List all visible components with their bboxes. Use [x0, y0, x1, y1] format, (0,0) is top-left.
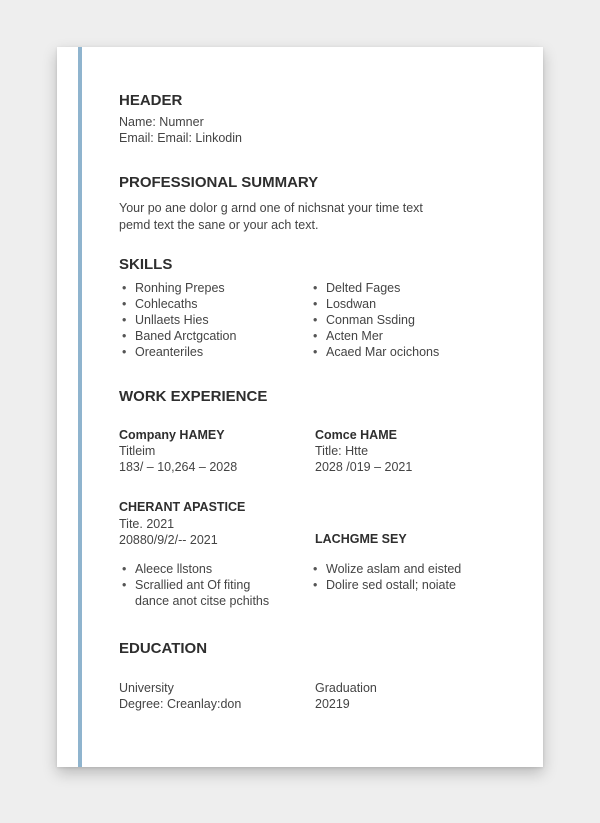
- work-heading: WORK EXPERIENCE: [119, 388, 268, 405]
- job3-bullets: [120, 561, 269, 609]
- skill-item: • Delted Fages: [311, 280, 439, 296]
- job2-company: Comce HAME: [315, 428, 397, 442]
- job4-company: LACHGME SEY: [315, 532, 407, 546]
- summary-heading: PROFESSIONAL SUMMARY: [119, 174, 319, 191]
- skills-list-right: [311, 280, 439, 360]
- job3-bullet: • Aleece llstons: [120, 561, 269, 577]
- summary-line-2: pemd text the sane or your ach text.: [119, 218, 319, 232]
- education-degree: Degree: Creanlay:don: [119, 697, 242, 711]
- skill-item: • Oreanteriles: [120, 344, 236, 360]
- skill-item: • Conman Ssding: [311, 312, 439, 328]
- education-heading: EDUCATION: [119, 640, 208, 657]
- job4-bullet: • Wolize aslam and eisted: [311, 561, 461, 577]
- skill-item: • Acten Mer: [311, 328, 439, 344]
- education-graduation-year: 20219: [315, 697, 350, 711]
- job1-company: Company HAMEY: [119, 428, 225, 442]
- skill-item: • Baned Arctgcation: [120, 328, 236, 344]
- skills-list-left: [120, 280, 236, 360]
- skill-item: • Cohlecaths: [120, 296, 236, 312]
- job3-dates: 20880/9/2/-- 2021: [119, 533, 218, 547]
- skill-item: • Unllaets Hies: [120, 312, 236, 328]
- education-institution: University: [119, 681, 174, 695]
- job4-bullets: [311, 561, 461, 593]
- job3-company: CHERANT APASTICE: [119, 500, 246, 514]
- job4-bullet: • Dolire sed ostall; noiate: [311, 577, 461, 593]
- accent-bar: [78, 47, 82, 767]
- header-contact: Email: Email: Linkodin: [119, 131, 242, 145]
- header-name: Name: Numner: [119, 115, 204, 129]
- job3-bullet: • Scrallied ant Of fiting: [120, 577, 269, 593]
- header-heading: HEADER: [119, 92, 183, 109]
- skill-item: • Acaed Mar ocichons: [311, 344, 439, 360]
- summary-line-1: Your po ane dolor g arnd one of nichsnat your time text: [119, 201, 423, 215]
- resume-page: [57, 47, 543, 767]
- skill-item: • Ronhing Prepes: [120, 280, 236, 296]
- job1-dates: 183/ – 10,264 – 2028: [119, 460, 238, 474]
- job3-bullet-continuation: dance anot citse pchiths: [135, 594, 270, 608]
- job2-title: Title: Htte: [315, 444, 369, 458]
- job3-title: Tite. 2021: [119, 517, 175, 531]
- skill-item: • Losdwan: [311, 296, 439, 312]
- skills-heading: SKILLS: [119, 256, 173, 273]
- education-graduation-label: Graduation: [315, 681, 377, 695]
- job1-title: Titleim: [119, 444, 156, 458]
- job2-dates: 2028 /019 – 2021: [315, 460, 413, 474]
